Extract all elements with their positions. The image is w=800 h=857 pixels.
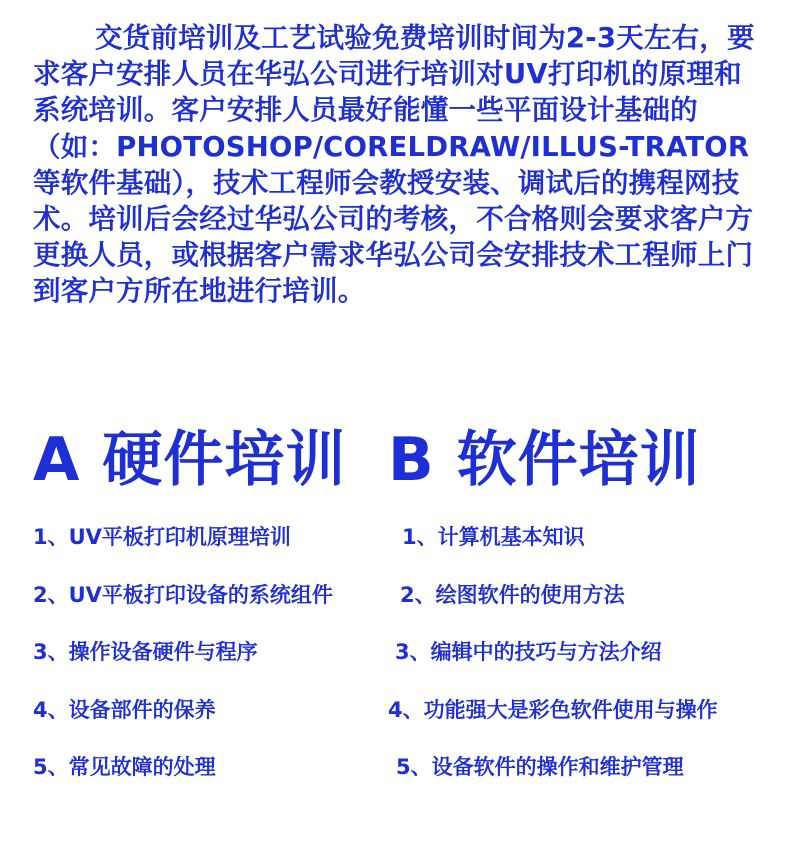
- hardware-item-2: 2、UV平板打印设备的系统组件: [33, 582, 333, 607]
- software-training-heading: B 软件培训: [388, 425, 701, 495]
- software-training-list: [388, 518, 718, 806]
- hardware-training-heading: A 硬件培训: [33, 425, 347, 495]
- intro-paragraph: 交货前培训及工艺试验免费培训时间为2-3天左右，要求客户安排人员在华弘公司进行培训对UV打印机的原理和系统培训。客户安排人员最好能懂一些平面设计基础的（如：PHOTOSHOP/CORELDRAW/ILLUS-TRATOR等软件基础），技术工程师会教授安装、调试后的携程网技术。培训后会经过华弘公司的考核，不合格则会要求客户方更换人员，或根据客户需求华弘公司会安排技术工程师上门到客户方所在地进行培训。: [33, 22, 755, 308]
- software-item-3: 3、编辑中的技巧与方法介绍: [395, 640, 662, 664]
- software-item-4: 4、功能强大是彩色软件使用与操作: [388, 697, 718, 722]
- hardware-item-1: 1、UV平板打印机原理培训: [33, 525, 291, 549]
- hardware-item-5: 5、常见故障的处理: [33, 755, 216, 779]
- software-item-2: 2、绘图软件的使用方法: [400, 582, 625, 607]
- software-item-1: 1、计算机基本知识: [402, 525, 585, 549]
- software-item-5: 5、设备软件的操作和维护管理: [396, 755, 684, 779]
- hardware-item-4: 4、设备部件的保养: [33, 697, 216, 722]
- hardware-item-3: 3、操作设备硬件与程序: [33, 640, 258, 664]
- hardware-training-list: [33, 518, 333, 806]
